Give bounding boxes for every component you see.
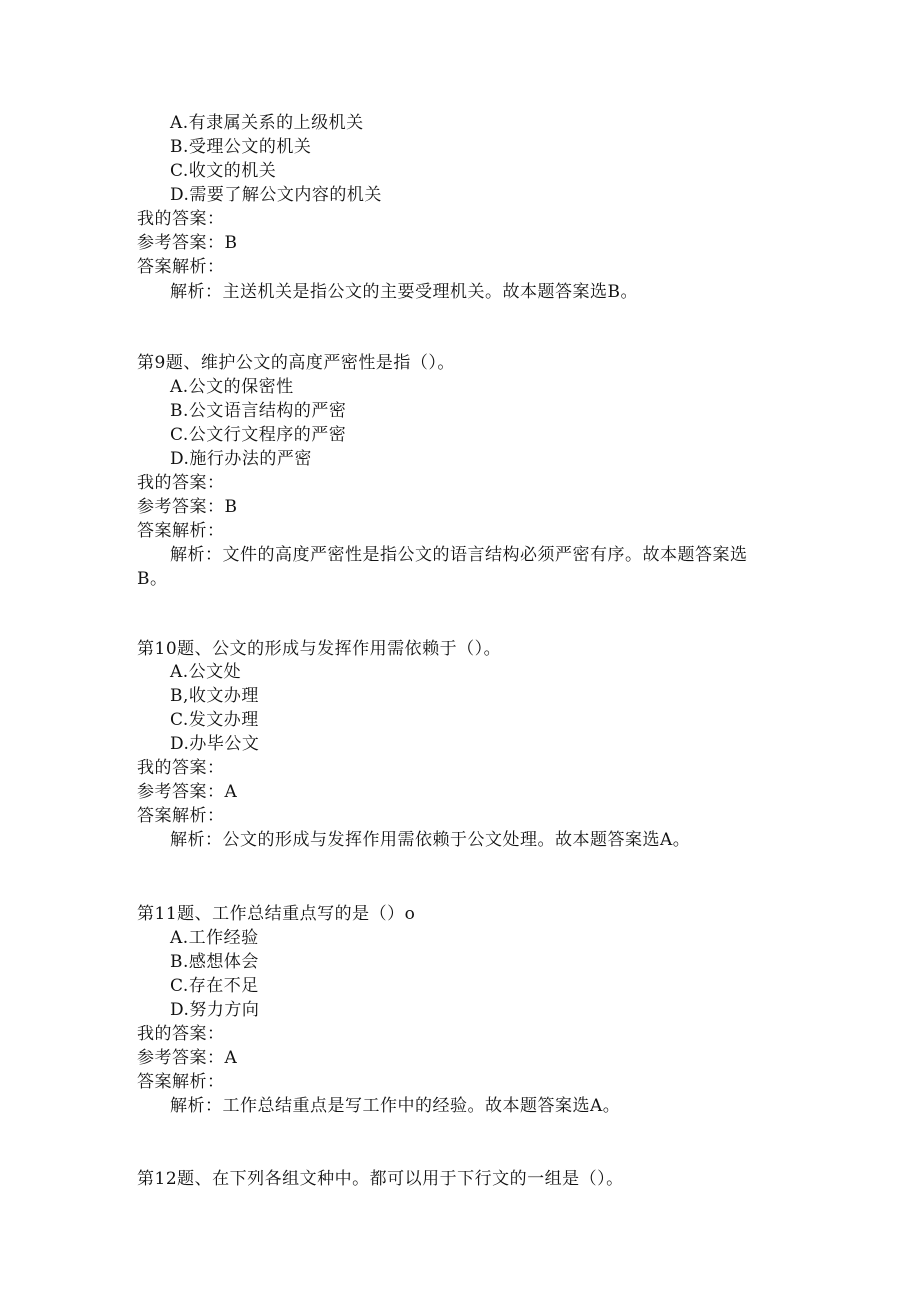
- q11-reference-answer: 参考答案：A: [137, 1048, 238, 1068]
- q11-my-answer: 我的答案：: [137, 1024, 225, 1044]
- q10-option-a: A.公文处: [170, 662, 242, 682]
- q8-option-b: B.受理公文的机关: [170, 137, 312, 157]
- q9-my-answer: 我的答案：: [137, 473, 225, 493]
- q10-title: 第10题、公文的形成与发挥作用需依赖于（）。: [137, 639, 502, 659]
- q9-option-c: C.公文行文程序的严密: [170, 425, 347, 445]
- q11-option-b: B.感想体会: [170, 952, 259, 972]
- q8-analysis-label: 答案解析：: [137, 257, 225, 277]
- q8-analysis-text: 解析：主送机关是指公文的主要受理机关。故本题答案选B。: [170, 282, 638, 302]
- q11-option-c: C.存在不足: [170, 976, 259, 996]
- q9-option-d: D.施行办法的严密: [170, 449, 312, 469]
- q11-analysis-label: 答案解析：: [137, 1072, 225, 1092]
- q9-option-a: A.公文的保密性: [170, 377, 294, 397]
- q10-option-c: C.发文办理: [170, 710, 259, 730]
- q12-title: 第12题、在下列各组文种中。都可以用于下行文的一组是（）。: [137, 1169, 624, 1189]
- q9-analysis-label: 答案解析：: [137, 521, 225, 541]
- q10-option-d: D.办毕公文: [170, 734, 260, 754]
- q9-reference-answer: 参考答案：B: [137, 497, 238, 517]
- q8-my-answer: 我的答案：: [137, 209, 225, 229]
- q8-option-c: C.收文的机关: [170, 161, 277, 181]
- q10-reference-answer: 参考答案：A: [137, 782, 238, 802]
- q11-analysis-text: 解析：工作总结重点是写工作中的经验。故本题答案选A。: [170, 1096, 621, 1116]
- q11-option-d: D.努力方向: [170, 1000, 260, 1020]
- q11-option-a: A.工作经验: [170, 928, 259, 948]
- q9-analysis-text: 解析：文件的高度严密性是指公文的语言结构必须严密有序。故本题答案选: [170, 545, 748, 565]
- q10-option-b: B,收文办理: [170, 686, 259, 706]
- q8-option-a: A.有隶属关系的上级机关: [170, 113, 364, 133]
- q8-reference-answer: 参考答案：B: [137, 233, 238, 253]
- q9-title: 第9题、维护公文的高度严密性是指（）。: [137, 353, 455, 373]
- q9-option-b: B.公文语言结构的严密: [170, 401, 347, 421]
- q9-analysis-continuation: B。: [137, 569, 168, 589]
- q10-my-answer: 我的答案：: [137, 758, 225, 778]
- q10-analysis-text: 解析：公文的形成与发挥作用需依赖于公文处理。故本题答案选A。: [170, 830, 691, 850]
- q8-option-d: D.需要了解公文内容的机关: [170, 185, 382, 205]
- q11-title: 第11题、工作总结重点写的是（）o: [137, 904, 416, 924]
- q10-analysis-label: 答案解析：: [137, 806, 225, 826]
